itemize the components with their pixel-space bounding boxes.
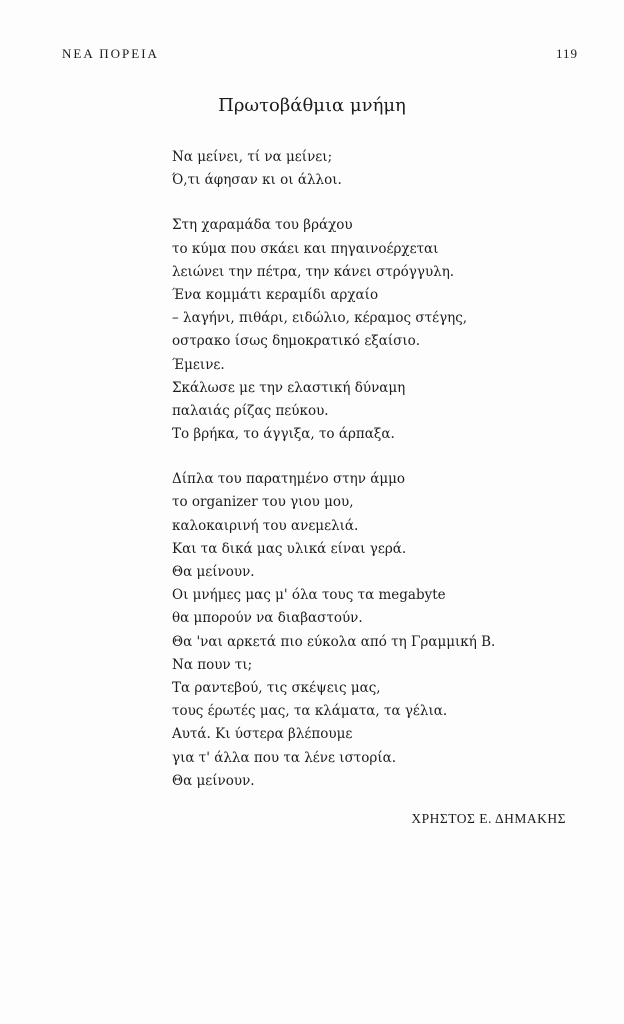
- poem-line: Δίπλα του παρατημένο στην άμμο: [172, 471, 406, 488]
- stanza: [172, 214, 592, 446]
- poem-title: Πρωτοβάθμια μνήμη: [218, 95, 406, 116]
- poem-line: Να πουν τι;: [172, 656, 253, 673]
- running-head: ΝΕΑ ΠΟΡΕΙΑ: [62, 46, 159, 61]
- poem-line: Στη χαραμάδα του βράχου: [172, 217, 353, 234]
- poem-line: θα μπορούν να διαβαστούν.: [172, 610, 363, 627]
- page-number: 119: [555, 46, 578, 61]
- poem-line: Οι μνήμες μας μ' όλα τους τα megabyte: [172, 587, 446, 604]
- poem-line: λειώνει την πέτρα, την κάνει στρόγγυλη.: [172, 263, 455, 280]
- poem-body: [172, 146, 592, 815]
- poem-line: Θα μείνουν.: [172, 772, 255, 789]
- poem-line: Να μείνει, τί να μείνει;: [172, 149, 333, 165]
- poem-line: για τ' άλλα που τα λένε ιστορία.: [172, 749, 397, 766]
- poem-line: οστρακο ίσως δημοκρατικό εξαίσιο.: [172, 333, 421, 350]
- poem-line: Θα 'ναι αρκετά πιο εύκολα από τη Γραμμική Β.: [172, 633, 496, 650]
- poem-line: καλοκαιρινή του ανεμελιά.: [172, 517, 359, 534]
- poem-line: Έμεινε.: [172, 356, 225, 373]
- poem-line: Τα ραντεβού, τις σκέψεις μας,: [172, 679, 381, 696]
- stanza: [172, 468, 592, 793]
- poem-line: Θα μείνουν.: [172, 564, 255, 580]
- stanza: [172, 146, 592, 192]
- poem-line: – λαγήνι, πιθάρι, ειδώλιο, κέραμος στέγης,: [172, 310, 468, 327]
- poem-line: Και τα δικά μας υλικά είναι γερά.: [172, 540, 407, 557]
- poem-author: ΧΡΗΣΤΟΣ Ε. ΔΗΜΑΚΗΣ: [411, 811, 566, 826]
- poem-line: παλαιάς ρίζας πεύκου.: [172, 402, 329, 419]
- poem-line: Ό,τι άφησαν κι οι άλλοι.: [172, 172, 342, 189]
- poem-line: Αυτά. Κι ύστερα βλέπουμε: [172, 726, 353, 743]
- poem-line: το organizer του γιου μου,: [172, 494, 354, 511]
- poem-line: Το βρήκα, το άγγιξα, το άρπαξα.: [172, 426, 395, 443]
- poem-line: τους έρωτές μας, τα κλάματα, τα γέλια.: [172, 703, 448, 720]
- poem-line: Σκάλωσε με την ελαστική δύναμη: [172, 379, 406, 396]
- poem-line: το κύμα που σκάει και πηγαινοέρχεται: [172, 240, 439, 257]
- poem-line: Ένα κομμάτι κεραμίδι αρχαίο: [172, 286, 379, 303]
